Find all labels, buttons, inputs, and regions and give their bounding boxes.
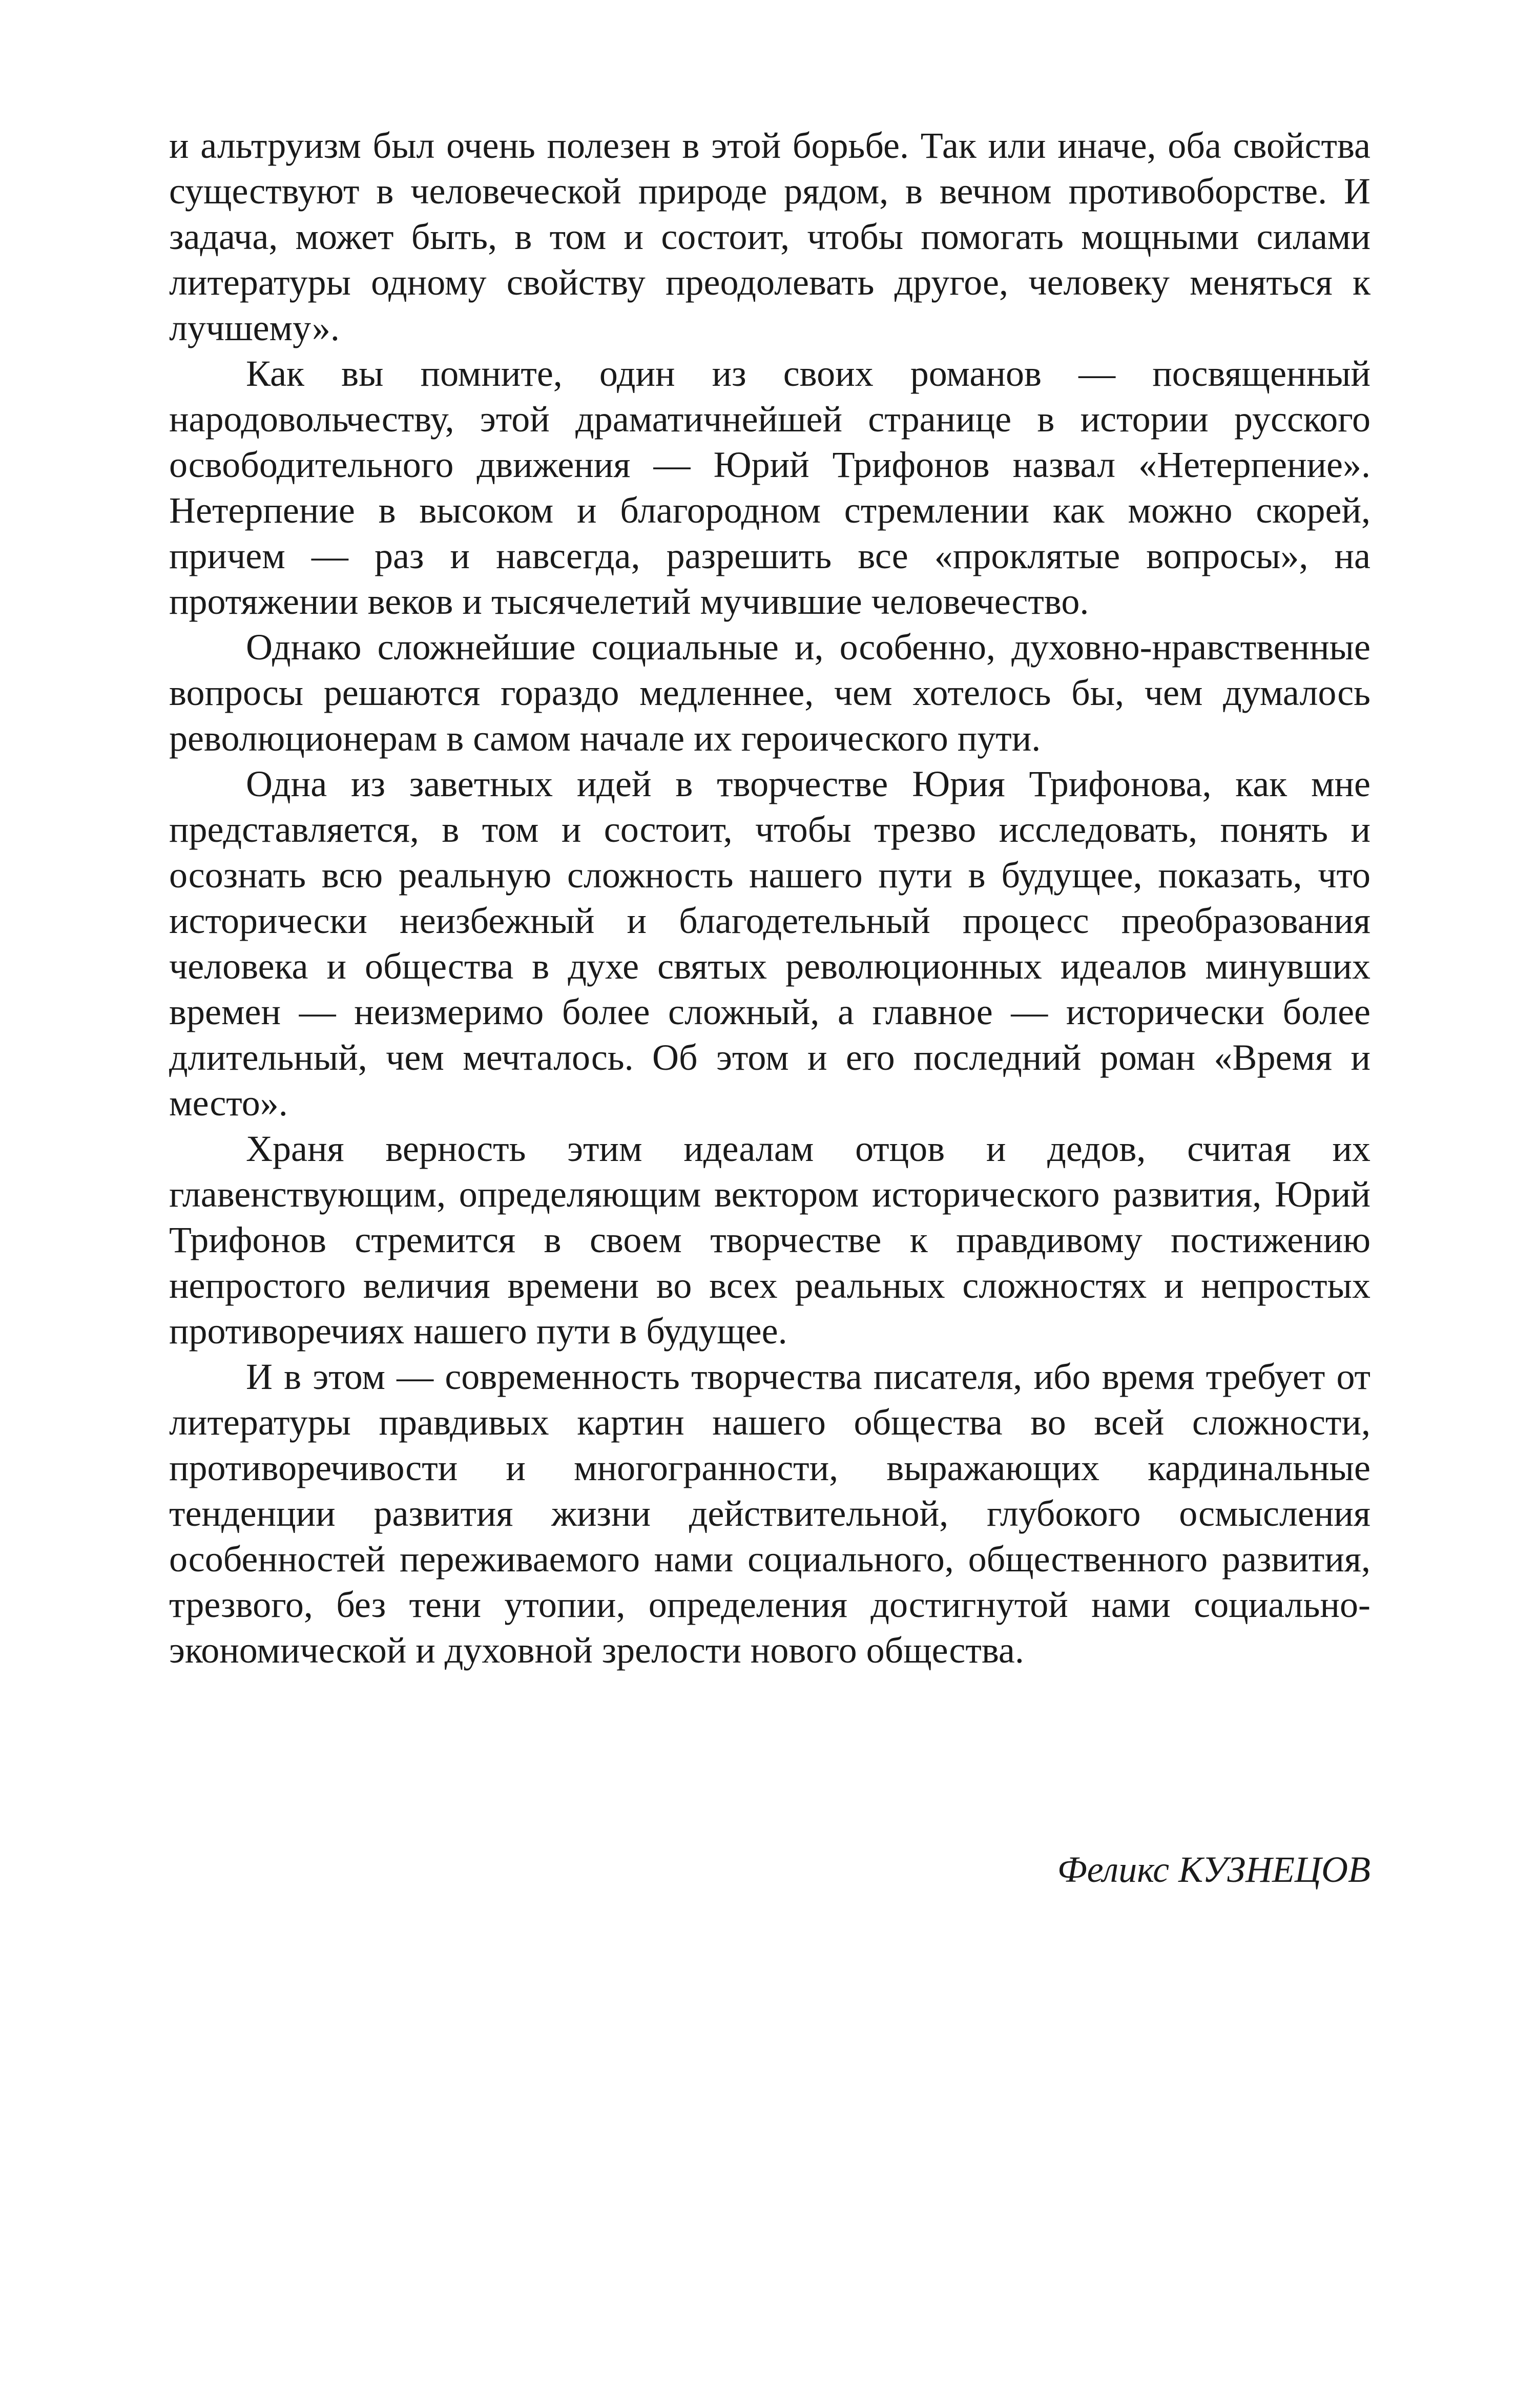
paragraph-4: Одна из заветных идей в творчестве Юрия Трифонова, как мне представляется, в том и состоит, чтобы трезво исследовать, понять и осознать всю реальную сложность нашего пути в будущее, показать, что исторически неизбежный и благодетельный процесс преобразования человека и общества в духе святых революционных идеалов минувших времен — неизмеримо более сложный, а главное — исторически более длительный, чем мечталось. Об этом и его последний роман «Время и место».: [169, 763, 1370, 1124]
paragraph-1: и альтруизм был очень полезен в этой борьбе. Так или иначе, оба свойства существуют в человеческой природе рядом, в вечном противоборстве. И задача, может быть, в том и состоит, чтобы помогать мощными силами литературы одному свойству преодолевать другое, человеку меняться к лучшему».: [169, 125, 1370, 348]
paragraph-5: Храня верность этим идеалам отцов и дедов, считая их главенствующим, определяющим вектором исторического развития, Юрий Трифонов стремится в своем творчестве к правдивому постижению непростого величия времени во всех реальных сложностях и непростых противоречиях нашего пути в будущее.: [169, 1128, 1370, 1352]
paragraph-2: Как вы помните, один из своих романов — посвященный народовольчеству, этой драматичнейшей странице в истории русского освободительного движения — Юрий Трифонов назвал «Нетерпение». Нетерпение в высоком и благородном стремлении как можно скорей, причем — раз и навсегда, разрешить все «проклятые вопросы», на протяжении веков и тысячелетий мучившие человечество.: [169, 353, 1370, 622]
paragraph-6: И в этом — современность творчества писателя, ибо время требует от литературы правдивых картин нашего общества во всей сложности, противоречивости и многогранности, выражающих кардинальные тенденции развития жизни действительной, глубокого осмысления особенностей переживаемого нами социального, общественного развития, трезвого, без тени утопии, определения достигнутой нами социально-экономической и духовной зрелости нового общества.: [169, 1356, 1370, 1671]
author-signature: Феликс КУЗНЕЦОВ: [1057, 1849, 1370, 1890]
paragraph-3: Однако сложнейшие социальные и, особенно, духовно-нравственные вопросы решаются гораздо медленнее, чем хотелось бы, чем думалось революционерам в самом начале их героического пути.: [169, 627, 1370, 759]
article-body: [169, 123, 1370, 1673]
